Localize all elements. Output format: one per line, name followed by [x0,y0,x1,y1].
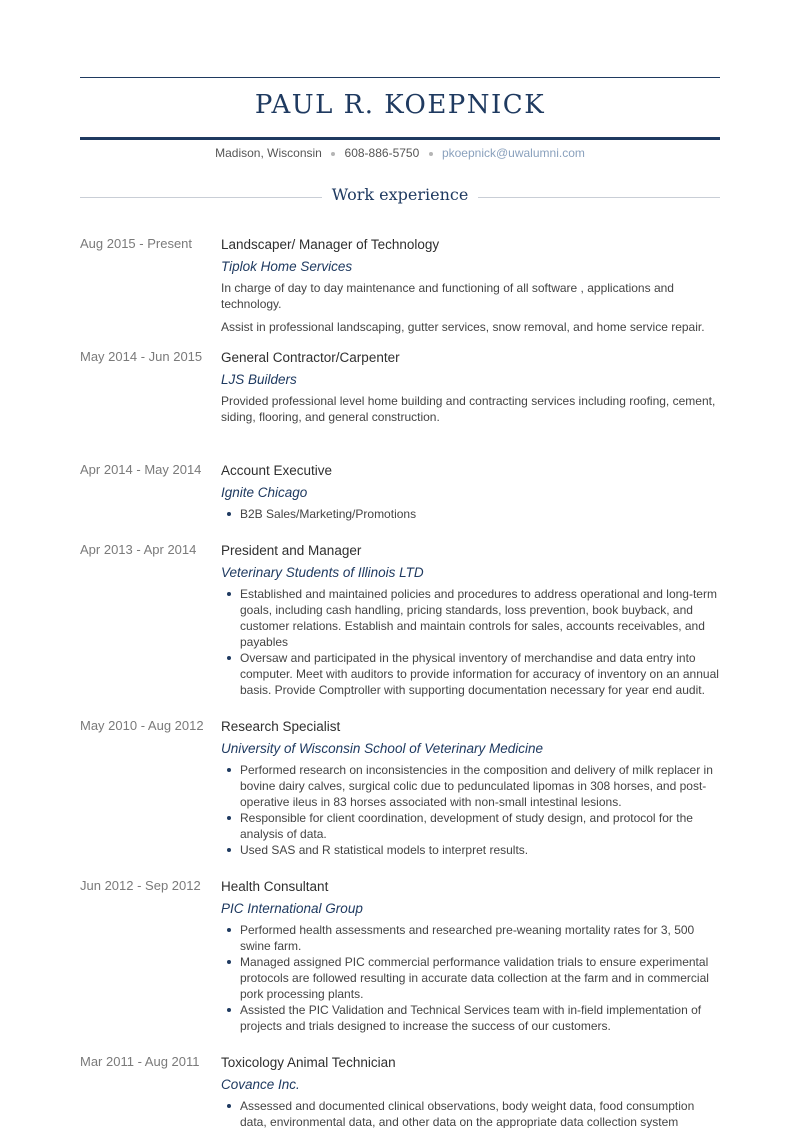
job-details [221,236,720,342]
company-name: Covance Inc. [221,1077,300,1092]
separator-dot-icon [429,152,433,156]
job-details [221,718,720,858]
job-dates: Aug 2015 - Present [80,236,193,251]
job-bullet-list [221,922,720,1034]
job-dates: Apr 2013 - Apr 2014 [80,542,197,557]
section-title: Work experience [331,185,469,204]
section-heading [80,185,720,209]
job-dates: Jun 2012 - Sep 2012 [80,878,201,893]
job-bullet: Used SAS and R statistical models to interpret results. [221,842,720,858]
company-name: Ignite Chicago [221,485,308,500]
company-name: PIC International Group [221,901,363,916]
job-details [221,878,720,1034]
job-bullet: Assessed and documented clinical observations, body weight data, food consumption data, environmental data, and other data on the appropriate data collection system [221,1098,720,1128]
phone: 608-886-5750 [344,146,420,160]
header-bottom-rule [80,137,720,140]
job-details [221,542,720,698]
job-details [221,462,720,522]
job-title: Account Executive [221,463,333,478]
separator-dot-icon [331,152,335,156]
job-bullet: Assisted the PIC Validation and Technical Services team with in-field implementation of projects and trials designed to increase the success of our customers. [221,1002,720,1034]
job-title: President and Manager [221,543,362,558]
job-title: Research Specialist [221,719,341,734]
job-bullet-list [221,1098,720,1128]
job-bullet-list [221,506,720,522]
job-description: In charge of day to day maintenance and functioning of all software , applications and technology. [221,281,674,311]
job-dates: Apr 2014 - May 2014 [80,462,202,477]
location: Madison, Wisconsin [215,146,322,160]
company-name: Veterinary Students of Illinois LTD [221,565,424,580]
job-details [221,349,720,432]
job-dates: May 2010 - Aug 2012 [80,718,204,733]
email-link[interactable]: pkoepnick@uwalumni.com [441,146,585,160]
candidate-name: PAUL R. KOEPNICK [254,90,546,120]
company-name: LJS Builders [221,372,297,387]
job-description: Assist in professional landscaping, gutter services, snow removal, and home service repair. [221,320,705,334]
job-bullet: B2B Sales/Marketing/Promotions [221,506,720,522]
job-bullet: Oversaw and participated in the physical inventory of merchandise and data entry into computer. Meet with auditors to provide information for accuracy of inventory on an annual basis. Provide Comptroller with supporting documentation necessary for year end audit. [221,650,720,698]
job-bullet: Performed research on inconsistencies in the composition and delivery of milk replacer in bovine dairy calves, surgical colic due to pedunculated lipomas in 308 horses, and post-operative ileus in 83 horses associated with non-small intestinal lesions. [221,762,720,810]
job-bullet: Established and maintained policies and procedures to address operational and long-term goals, including cash handling, pricing standards, loss prevention, book buyback, and customer relations. Establish and maintain controls for sales, accounts receivables, and payables [221,586,720,650]
header-top-rule [80,77,720,78]
job-title: Landscaper/ Manager of Technology [221,237,440,252]
job-bullet-list [221,586,720,698]
job-description: Provided professional level home building and contracting services including roofing, cement, siding, flooring, and general construction. [221,394,716,424]
section-divider-right [478,197,720,198]
company-name: Tiplok Home Services [221,259,353,274]
job-bullet: Managed assigned PIC commercial performance validation trials to ensure experimental protocols are followed resulting in accurate data collection at the farm and in commercial pork processing plants. [221,954,720,1002]
job-bullet: Performed health assessments and researched pre-weaning mortality rates for 3, 500 swine farm. [221,922,720,954]
job-title: General Contractor/Carpenter [221,350,400,365]
job-bullet: Responsible for client coordination, development of study design, and protocol for the analysis of data. [221,810,720,842]
job-dates: Mar 2011 - Aug 2011 [80,1054,200,1069]
job-bullet-list [221,762,720,858]
job-title: Health Consultant [221,879,329,894]
job-dates: May 2014 - Jun 2015 [80,349,203,364]
contact-line [80,146,720,160]
company-name: University of Wisconsin School of Veterinary Medicine [221,741,544,756]
job-details [221,1054,720,1128]
job-title: Toxicology Animal Technician [221,1055,396,1070]
